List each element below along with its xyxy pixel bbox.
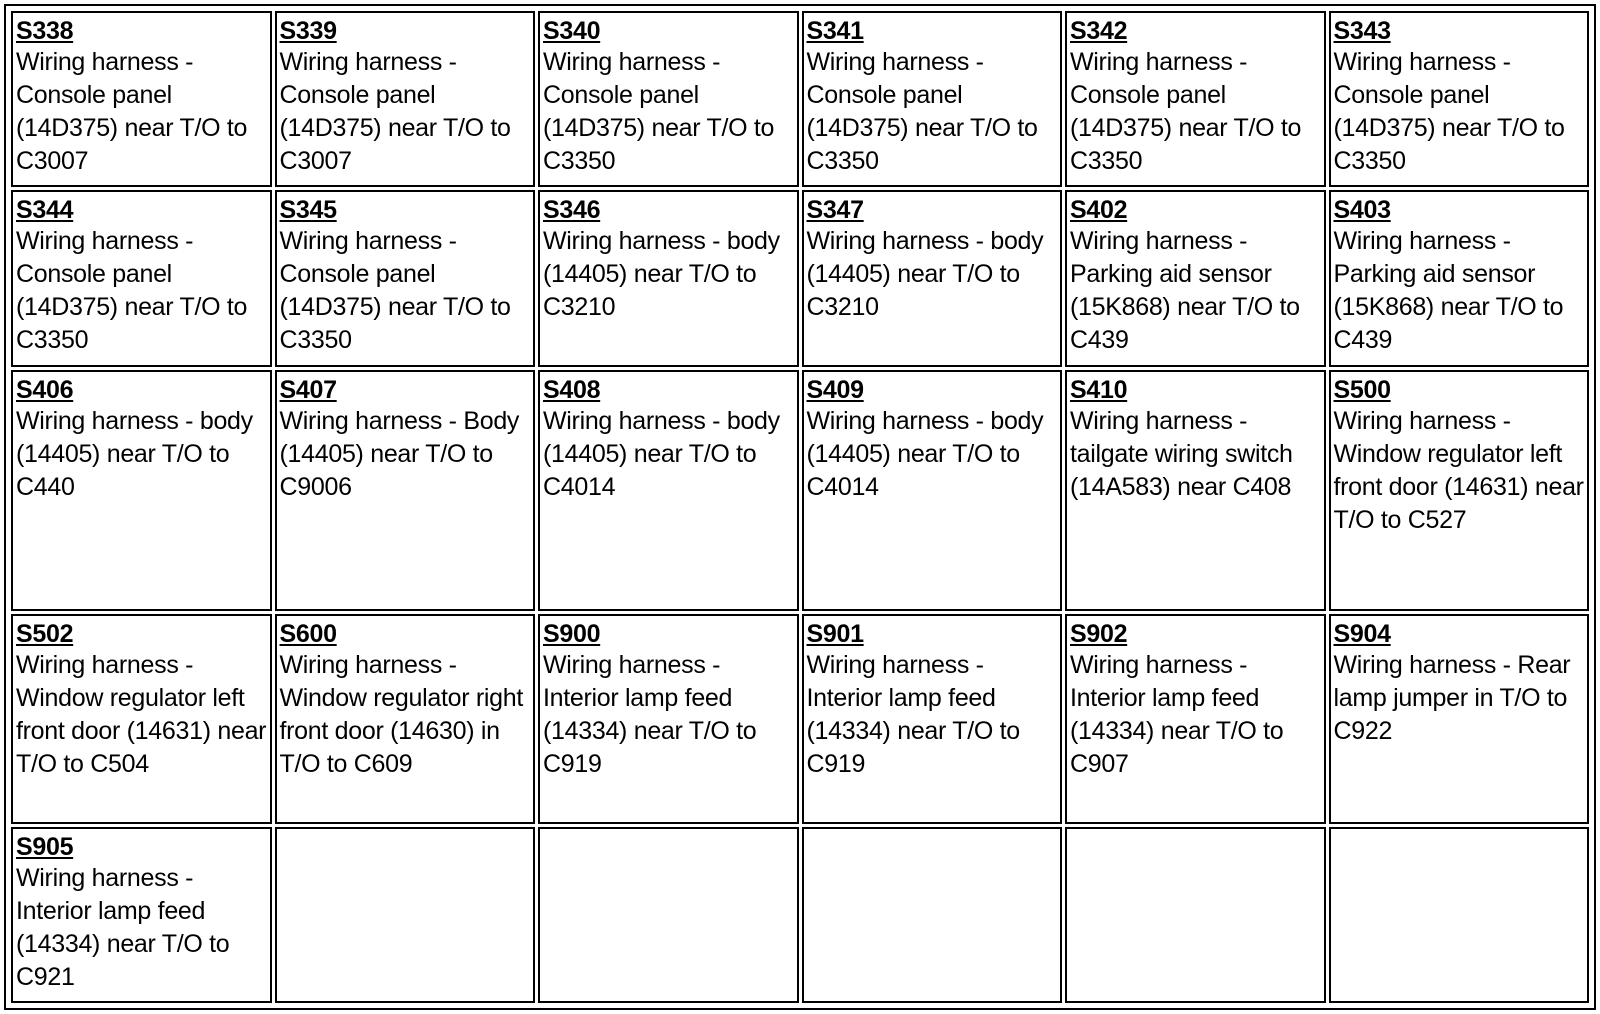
empty-cell [1065, 827, 1326, 1003]
splice-id: S902 [1070, 620, 1128, 649]
table-cell [1329, 370, 1590, 612]
splice-id: S347 [806, 196, 864, 225]
splice-description: Wiring harness - Rear lamp jumper in T/O to C922 [1333, 651, 1571, 746]
splice-description: Wiring harness - body (14405) near T/O to C3210 [806, 227, 1044, 322]
splice-description: Wiring harness - Console panel (14D375) near T/O to C3007 [279, 48, 511, 175]
splice-description: Wiring harness - Console panel (14D375) near T/O to C3007 [16, 48, 248, 175]
splice-description: Wiring harness - body (14405) near T/O to C4014 [806, 406, 1044, 501]
splice-description: Wiring harness - Console panel (14D375) near T/O to C3350 [1333, 48, 1565, 175]
splice-id: S343 [1333, 17, 1391, 45]
splice-id: S408 [543, 375, 601, 404]
splice-locations-table [8, 8, 1592, 1006]
table-row [11, 11, 1589, 187]
splice-description: Wiring harness - Window regulator left front door (14631) near T/O to C504 [16, 651, 267, 779]
splice-id: S402 [1070, 196, 1128, 225]
table-cell [1065, 11, 1326, 187]
splice-description: Wiring harness - Console panel (14D375) near T/O to C3350 [1070, 48, 1302, 175]
splice-description: Wiring harness - Parking aid sensor (15K868) near T/O to C439 [1070, 227, 1300, 355]
splice-description: Wiring harness - body (14405) near T/O to C4014 [543, 406, 780, 501]
table-cell [1065, 614, 1326, 823]
table-cell [11, 370, 272, 612]
table-cell [11, 11, 272, 187]
splice-id: S340 [543, 17, 601, 45]
splice-id: S346 [543, 196, 601, 225]
empty-cell [538, 827, 799, 1003]
splice-description: Wiring harness - Parking aid sensor (15K868) near T/O to C439 [1333, 227, 1564, 355]
table-cell [1065, 370, 1326, 612]
table-cell [1329, 190, 1590, 366]
splice-id: S600 [279, 620, 337, 649]
splice-id: S341 [806, 17, 864, 45]
table-cell [11, 827, 272, 1003]
table-cell [1329, 11, 1590, 187]
table-cell [11, 190, 272, 366]
splice-id: S901 [806, 620, 864, 649]
splice-id: S403 [1333, 196, 1391, 225]
splice-id: S338 [16, 17, 74, 45]
splice-id: S407 [279, 375, 337, 404]
splice-description: Wiring harness - Interior lamp feed (14334) near T/O to C921 [16, 863, 230, 991]
table-cell [11, 614, 272, 823]
table-cell [802, 614, 1063, 823]
splice-description: Wiring harness - Interior lamp feed (14334) near T/O to C907 [1070, 651, 1284, 779]
table-cell [802, 190, 1063, 366]
splice-id: S339 [279, 17, 337, 45]
splice-id: S410 [1070, 375, 1128, 404]
empty-cell [802, 827, 1063, 1003]
table-cell [538, 370, 799, 612]
splice-description: Wiring harness - Console panel (14D375) near T/O to C3350 [806, 48, 1038, 175]
splice-description: Wiring harness - Window regulator right front door (14630) in T/O to C609 [279, 651, 524, 779]
table-row [11, 614, 1589, 823]
splice-id: S500 [1333, 375, 1391, 404]
table-cell [538, 190, 799, 366]
splice-description: Wiring harness - Console panel (14D375) near T/O to C3350 [279, 227, 511, 355]
table-cell [538, 11, 799, 187]
splice-description: Wiring harness - Interior lamp feed (14334) near T/O to C919 [543, 651, 757, 779]
splice-id: S409 [806, 375, 864, 404]
table-cell [275, 11, 536, 187]
empty-cell [275, 827, 536, 1003]
splice-description: Wiring harness - Console panel (14D375) near T/O to C3350 [543, 48, 775, 175]
table-row [11, 827, 1589, 1003]
splice-table-frame [4, 4, 1596, 1010]
splice-description: Wiring harness - Window regulator left front door (14631) near T/O to C527 [1333, 406, 1584, 534]
table-cell [1329, 614, 1590, 823]
table-cell [1065, 190, 1326, 366]
splice-id: S502 [16, 620, 74, 649]
splice-description: Wiring harness - Body (14405) near T/O to C9006 [279, 406, 520, 501]
splice-id: S905 [16, 832, 74, 861]
splice-id: S406 [16, 375, 74, 404]
table-cell [538, 614, 799, 823]
splice-description: Wiring harness - tailgate wiring switch (14A583) near C408 [1070, 406, 1293, 501]
table-cell [275, 190, 536, 366]
table-row [11, 370, 1589, 612]
splice-description: Wiring harness - Console panel (14D375) near T/O to C3350 [16, 227, 248, 355]
table-cell [802, 11, 1063, 187]
splice-id: S900 [543, 620, 601, 649]
table-row [11, 190, 1589, 366]
splice-id: S344 [16, 196, 74, 225]
splice-id: S345 [279, 196, 337, 225]
splice-description: Wiring harness - body (14405) near T/O to C3210 [543, 227, 780, 322]
table-cell [275, 614, 536, 823]
splice-id: S342 [1070, 17, 1128, 45]
table-cell [802, 370, 1063, 612]
splice-id: S904 [1333, 620, 1391, 649]
splice-description: Wiring harness - body (14405) near T/O to C440 [16, 406, 253, 501]
empty-cell [1329, 827, 1590, 1003]
splice-description: Wiring harness - Interior lamp feed (14334) near T/O to C919 [806, 651, 1020, 779]
table-cell [275, 370, 536, 612]
